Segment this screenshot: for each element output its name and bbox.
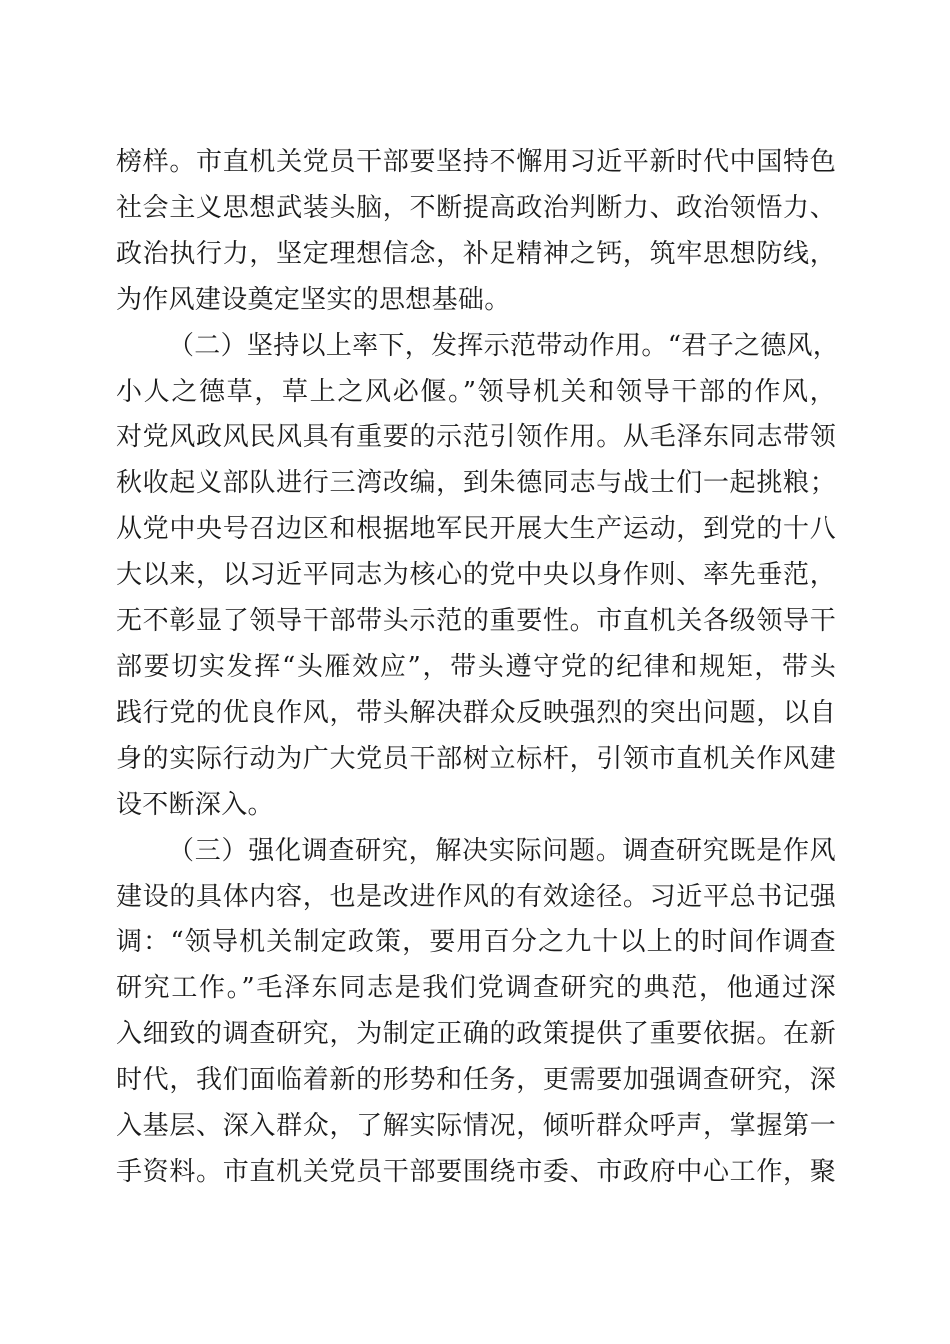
text-line: 设不断深入。 [116,789,274,820]
text-line: 大以来，以习近平同志为核心的党中央以身作则、率先垂范， [116,560,836,591]
text-line: 秋收起义部队进行三湾改编，到朱德同志与战士们一起挑粮； [116,468,836,499]
text-line: 小人之德草，草上之风必偃。”领导机关和领导干部的作风， [116,376,836,407]
paragraph-section-2 [116,324,840,829]
text-line: 调：“领导机关制定政策，要用百分之九十以上的时间作调查 [116,927,836,958]
text-line: 手资料。市直机关党员干部要围绕市委、市政府中心工作，聚 [116,1156,836,1187]
paragraph-continuation [116,140,836,324]
text-line: 社会主义思想武装头脑，不断提高政治判断力、政治领悟力、 [116,192,836,223]
text-line: 部要切实发挥“头雁效应”，带头遵守党的纪律和规矩，带头 [116,651,836,682]
body-text [116,140,840,1196]
text-line: 榜样。市直机关党员干部要坚持不懈用习近平新时代中国特色 [116,147,836,177]
text-line: 为作风建设奠定坚实的思想基础。 [116,284,511,315]
text-line: 无不彰显了领导干部带头示范的重要性。市直机关各级领导干 [116,606,836,637]
paragraph-section-3 [116,829,836,1196]
text-line: 建设的具体内容，也是改进作风的有效途径。习近平总书记强 [116,881,836,912]
text-line: 入细致的调查研究，为制定正确的政策提供了重要依据。在新 [116,1019,836,1050]
text-line: 时代，我们面临着新的形势和任务，更需要加强调查研究，深 [116,1065,836,1096]
text-line: 践行党的优良作风，带头解决群众反映强烈的突出问题，以自 [116,697,836,728]
text-line: 身的实际行动为广大党员干部树立标杆，引领市直机关作风建 [116,743,836,774]
section-heading-line: （二）坚持以上率下，发挥示范带动作用。“君子之德风， [168,330,840,361]
text-line: 入基层、深入群众，了解实际情况，倾听群众呼声，掌握第一 [116,1111,836,1142]
text-line: 对党风政风民风具有重要的示范引领作用。从毛泽东同志带领 [116,422,836,453]
text-line: 从党中央号召边区和根据地军民开展大生产运动，到党的十八 [116,514,836,545]
text-line: 政治执行力，坚定理想信念，补足精神之钙，筑牢思想防线， [116,238,836,269]
text-line: 研究工作。”毛泽东同志是我们党调查研究的典范，他通过深 [116,973,836,1004]
section-heading-line: （三）强化调查研究，解决实际问题。调查研究既是作风 [168,835,836,866]
